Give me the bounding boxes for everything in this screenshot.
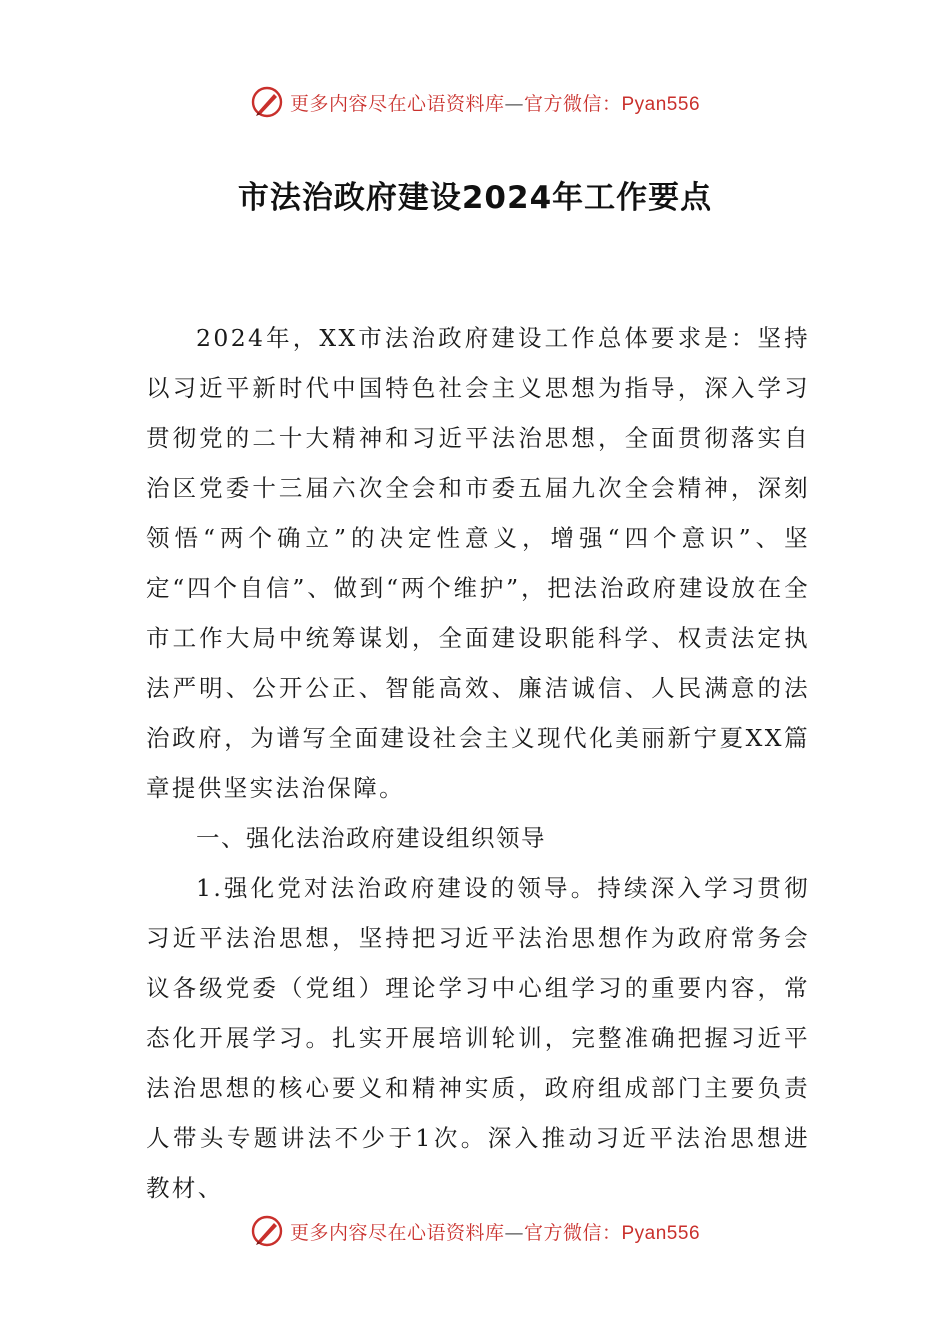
watermark-separator: —	[504, 92, 524, 115]
footer-watermark	[0, 1211, 950, 1251]
section-heading: 一、强化法治政府建设组织领导	[196, 824, 546, 852]
watermark-wechat-id: Pyan556	[621, 1222, 701, 1244]
pen-circle-logo-icon	[250, 1214, 284, 1248]
watermark-separator: —	[504, 1221, 524, 1244]
watermark-site: 更多内容尽在心语资料库	[289, 92, 505, 115]
pen-circle-logo-icon	[250, 85, 284, 119]
watermark-wechat-label: 官方微信：	[523, 92, 622, 115]
paragraph-intro: 2024年，XX市法治政府建设工作总体要求是：坚持以习近平新时代中国特色社会主义思想为指导，深入学习贯彻党的二十大精神和习近平法治思想，全面贯彻落实自治区党委十三届六次全会和市委五届九次全会精神，深刻领悟“两个确立”的决定性意义，增强“四个意识”、坚定“四个自信”、做到“两个维护”，把法治政府建设放在全市工作大局中统筹谋划，全面建设职能科学、权责法定执法严明、公开公正、智能高效、廉洁诚信、人民满意的法治政府，为谱写全面建设社会主义现代化美丽新宁夏XX篇章提供坚实法治保障。	[146, 324, 810, 802]
document-body	[146, 313, 810, 1213]
watermark-wechat-label: 官方微信：	[523, 1221, 622, 1244]
header-watermark	[0, 82, 950, 122]
watermark-site: 更多内容尽在心语资料库	[289, 1221, 505, 1244]
paragraph-item-1: 1.强化党对法治政府建设的领导。持续深入学习贯彻习近平法治思想，坚持把习近平法治思想作为政府常务会议各级党委（党组）理论学习中心组学习的重要内容，常态化开展学习。扎实开展培训轮训，完整准确把握习近平法治思想的核心要义和精神实质，政府组成部门主要负责人带头专题讲法不少于1次。深入推动习近平法治思想进教材、	[146, 874, 810, 1202]
watermark-text	[290, 89, 700, 116]
watermark-text	[290, 1218, 700, 1245]
document-title: 市法治政府建设2024年工作要点	[237, 180, 713, 216]
watermark-wechat-id: Pyan556	[621, 93, 701, 115]
